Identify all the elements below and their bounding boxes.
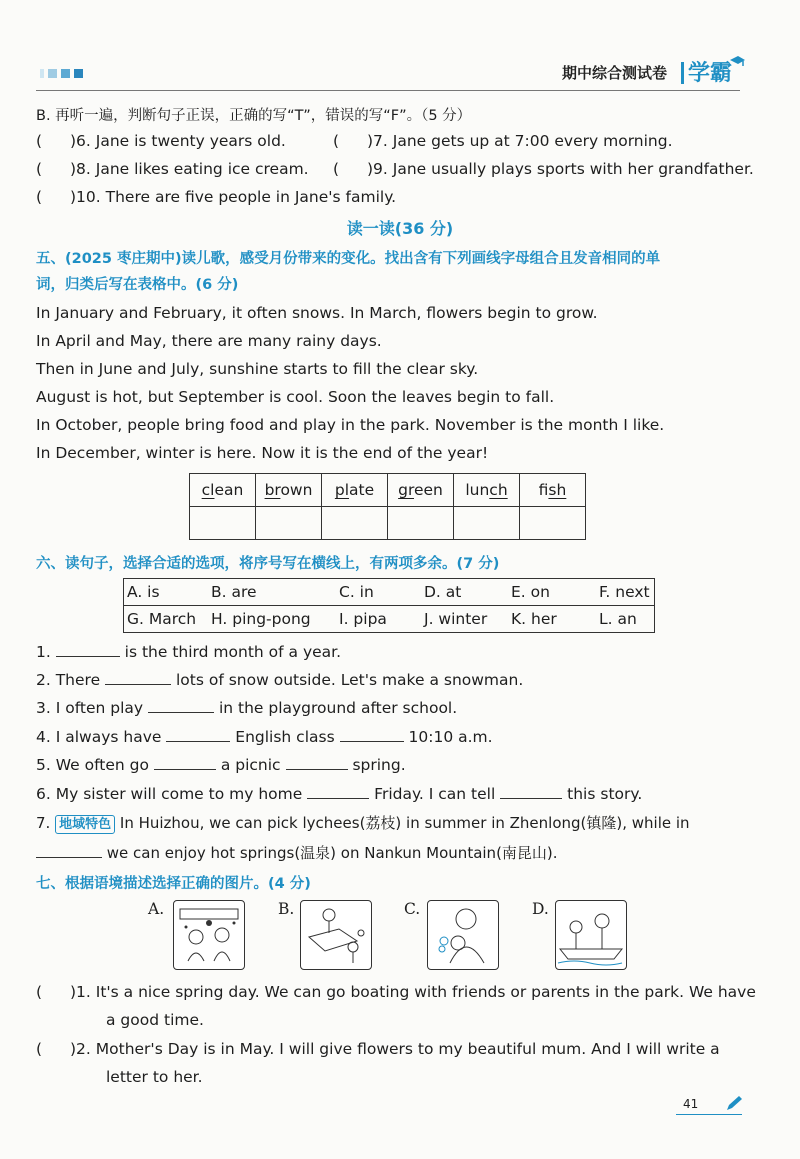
section6-title: 六、读句子，选择合适的选项，将序号写在横线上，有两项多余。(7 分) xyxy=(36,556,500,572)
poem-line: Then in June and July, sunshine starts to fill the clear sky. xyxy=(36,360,479,378)
table-word: green xyxy=(388,474,454,507)
judge-item-10: ( )10. There are five people in Jane's family. xyxy=(36,188,397,206)
picture-a-snow-play[interactable] xyxy=(173,900,245,970)
answer-blank[interactable] xyxy=(56,642,120,657)
answer-blank[interactable] xyxy=(166,727,230,742)
poem-line: In December, winter is here. Now it is the end of the year! xyxy=(36,444,489,462)
question-4: 4. I always have English class 10:10 a.m. xyxy=(36,728,493,746)
question-6: 6. My sister will come to my home Friday. I can tell this story. xyxy=(36,785,643,803)
reading-title: 读一读(36 分) xyxy=(346,219,454,238)
answer-cell[interactable] xyxy=(388,507,454,540)
picture-label-a: A. xyxy=(148,900,165,918)
option: J. winter xyxy=(424,610,488,628)
answer-blank[interactable] xyxy=(36,843,102,858)
question-2: 2. There lots of snow outside. Let's make a snowman. xyxy=(36,671,524,689)
picture-label-d: D. xyxy=(532,900,549,918)
question-7: 7. 地域特色 In Huizhou, we can pick lychees(荔枝) in summer in Zhenlong(镇隆), while in xyxy=(36,814,690,832)
header-title: 期中综合测试卷 xyxy=(562,64,668,82)
answer-cell[interactable] xyxy=(322,507,388,540)
context-question-2-cont: letter to her. xyxy=(106,1068,203,1086)
picture-d-boating[interactable] xyxy=(555,900,627,970)
answer-cell[interactable] xyxy=(190,507,256,540)
context-question-1: ( )1. It's a nice spring day. We can go boating with friends or parents in the park. We have xyxy=(36,983,756,1001)
option: I. pipa xyxy=(339,610,387,628)
option: G. March xyxy=(127,610,197,628)
table-word: lunch xyxy=(454,474,520,507)
option: L. an xyxy=(599,610,637,628)
table-word: brown xyxy=(256,474,322,507)
table-header-row xyxy=(190,474,586,507)
poem-line: In January and February, it often snows. In March, flowers begin to grow. xyxy=(36,304,598,322)
answer-blank[interactable] xyxy=(286,755,348,770)
answer-blank[interactable] xyxy=(340,727,404,742)
question-3: 3. I often play in the playground after school. xyxy=(36,699,458,717)
header-square xyxy=(74,69,83,78)
poem-line: In October, people bring food and play in the park. November is the month I like. xyxy=(36,416,665,434)
header-square xyxy=(48,69,57,78)
option: B. are xyxy=(211,583,257,601)
header-bar xyxy=(681,62,684,84)
footer-rule xyxy=(676,1114,742,1115)
context-question-1-cont: a good time. xyxy=(106,1011,204,1029)
answer-blank[interactable] xyxy=(500,784,562,799)
answer-blank[interactable] xyxy=(148,698,214,713)
judge-item-8: ( )8. Jane likes eating ice cream. xyxy=(36,160,309,178)
option: F. next xyxy=(599,583,650,601)
option: C. in xyxy=(339,583,374,601)
options-box xyxy=(123,578,655,633)
answer-blank[interactable] xyxy=(154,755,216,770)
picture-c-mother-child[interactable] xyxy=(427,900,499,970)
option: K. her xyxy=(511,610,557,628)
picture-b-ping-pong[interactable] xyxy=(300,900,372,970)
poem-line: August is hot, but September is cool. Soon the leaves begin to fall. xyxy=(36,388,555,406)
header-square xyxy=(61,69,70,78)
answer-cell[interactable] xyxy=(256,507,322,540)
answer-cell[interactable] xyxy=(454,507,520,540)
table-word: fish xyxy=(520,474,586,507)
graduation-cap-icon xyxy=(728,54,746,68)
option: H. ping-pong xyxy=(211,610,311,628)
question-5: 5. We often go a picnic spring. xyxy=(36,756,406,774)
poem-line: In April and May, there are many rainy days. xyxy=(36,332,382,350)
options-divider xyxy=(124,605,654,606)
question-7-cont: we can enjoy hot springs(温泉) on Nankun Mountain(南昆山). xyxy=(36,842,558,863)
answer-cell[interactable] xyxy=(520,507,586,540)
option: D. at xyxy=(424,583,462,601)
header-rule xyxy=(36,90,740,91)
judge-item-7: ( )7. Jane gets up at 7:00 every morning. xyxy=(333,132,673,150)
table-word: clean xyxy=(190,474,256,507)
header-square xyxy=(40,69,44,78)
sound-table xyxy=(189,473,586,540)
picture-label-c: C. xyxy=(404,900,421,918)
question-1: 1. is the third month of a year. xyxy=(36,643,342,661)
section-b-instruction: B. 再听一遍，判断句子正误，正确的写“T”，错误的写“F”。（5 分） xyxy=(36,108,472,124)
section7-title: 七、根据语境描述选择正确的图片。(4 分) xyxy=(36,876,311,892)
answer-blank[interactable] xyxy=(105,670,171,685)
regional-feature-tag: 地域特色 xyxy=(55,815,115,834)
judge-item-9: ( )9. Jane usually plays sports with her grandfather. xyxy=(333,160,754,178)
header-logo: 学霸 xyxy=(688,61,733,86)
section5-title-cont: 词，归类后写在表格中。(6 分) xyxy=(36,277,239,293)
option: A. is xyxy=(127,583,160,601)
judge-item-6: ( )6. Jane is twenty years old. xyxy=(36,132,286,150)
answer-blank[interactable] xyxy=(307,784,369,799)
context-question-2: ( )2. Mother's Day is in May. I will give flowers to my beautiful mum. And I will write a xyxy=(36,1040,720,1058)
table-word: plate xyxy=(322,474,388,507)
picture-label-b: B. xyxy=(278,900,295,918)
page-number: 41 xyxy=(683,1097,699,1111)
table-answer-row xyxy=(190,507,586,540)
option: E. on xyxy=(511,583,550,601)
section5-title: 五、(2025 枣庄期中)读儿歌，感受月份带来的变化。找出含有下列画线字母组合且发音相同的单 xyxy=(36,251,661,267)
pencil-icon xyxy=(724,1095,744,1113)
